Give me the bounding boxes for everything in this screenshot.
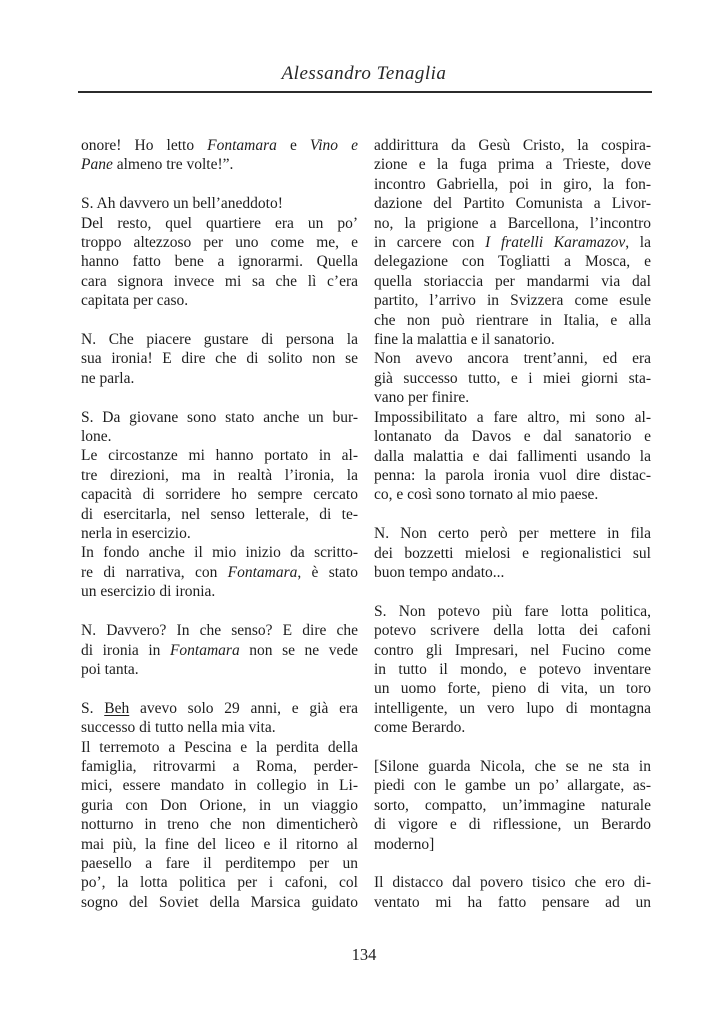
text-segment: sua ironia! E dire che di solito non se	[81, 350, 358, 368]
text-segment: hanno fatto bene a ignorarmi. Quella	[81, 253, 358, 271]
text-line	[81, 214, 358, 233]
text-segment: Del resto, quel quartiere era un po’	[81, 214, 358, 232]
text-line	[81, 873, 358, 892]
text-segment: addirittura da Gesù Cristo, la cospira-	[374, 137, 651, 154]
text-segment: buon tempo andato...	[374, 563, 505, 581]
text-line	[81, 621, 358, 640]
text-line	[374, 602, 651, 621]
text-segment: no, la prigione a Barcellona, l’incontro	[374, 214, 651, 232]
text-segment: guria con Don Orione, in un viaggio	[81, 796, 358, 814]
text-segment: penna: la parola ironia vuol dire distac-	[374, 466, 651, 484]
text-segment: tre direzioni, ma in realtà l’ironia, la	[81, 466, 358, 484]
text-segment: dei bozzetti mielosi e regionalistici sul	[374, 544, 651, 562]
text-segment: paesello a fare il perditempo per un	[81, 854, 358, 872]
text-line	[374, 835, 651, 854]
text-segment: N. Davvero? In che senso? E dire che	[81, 622, 358, 640]
text-segment: un uomo forte, pieno di vita, un toro	[374, 680, 651, 698]
running-header-author: Alessandro Tenaglia	[281, 63, 447, 84]
text-line	[81, 252, 358, 271]
text-segment: N. Non certo però per mettere in fila	[374, 525, 651, 543]
text-segment: Pane	[81, 156, 113, 174]
text-segment: e	[276, 137, 310, 154]
text-segment: Fontamara	[169, 641, 240, 659]
text-line	[81, 194, 358, 213]
paragraph-block	[81, 194, 358, 310]
text-line	[81, 505, 358, 524]
text-segment: di ironia in	[81, 641, 170, 659]
text-line	[374, 815, 651, 834]
text-segment: quella storiaccia per mandarmi via dal	[374, 272, 651, 290]
text-segment: sogno del Soviet della Marsica guidato	[81, 893, 358, 911]
text-segment: un esercizio di ironia.	[81, 583, 216, 601]
text-line	[374, 214, 651, 233]
text-segment: in tutto il mondo, e potevo inventare	[374, 660, 651, 678]
text-line	[374, 621, 651, 640]
text-line	[81, 155, 358, 174]
text-segment: dalla malattia e dai fallimenti usando la	[374, 447, 651, 465]
text-line	[81, 738, 358, 757]
text-line	[81, 718, 358, 737]
text-segment: vano per finire.	[374, 389, 470, 407]
paragraph-block	[374, 757, 651, 854]
paragraph-block	[81, 330, 358, 388]
text-line	[81, 796, 358, 815]
text-line	[374, 330, 651, 349]
text-line	[81, 776, 358, 795]
text-line	[374, 272, 651, 291]
text-segment: ne parla.	[81, 369, 135, 387]
text-segment: , è stato	[297, 563, 358, 581]
text-segment: co, e così sono tornato al mio paese.	[374, 486, 599, 504]
text-segment: fine la malattia e il sanatorio.	[374, 331, 555, 349]
text-segment: non se ne vede	[239, 641, 358, 659]
text-segment: avevo solo 29 anni, e già era	[129, 699, 358, 717]
text-line	[81, 835, 358, 854]
text-line	[81, 291, 358, 310]
text-line	[374, 563, 651, 582]
text-segment: come Berardo.	[374, 719, 466, 737]
paragraph-block	[374, 602, 651, 738]
text-line	[81, 408, 358, 427]
text-segment: potevo scrivere della lotta dei cafoni	[374, 622, 651, 640]
text-line	[81, 330, 358, 349]
text-segment: Impossibilitato a fare altro, mi sono al-	[374, 408, 651, 426]
text-line	[374, 408, 651, 427]
text-segment: notturno in treno che non dimenticherò	[81, 816, 358, 834]
text-line	[374, 893, 651, 912]
text-line	[374, 544, 651, 563]
text-segment: incontro Gabriella, poi in giro, la fon-	[374, 175, 651, 193]
text-line	[81, 699, 358, 718]
text-segment: già successo tutto, e i miei giorni sta-	[374, 369, 651, 387]
text-segment: [Silone guarda Nicola, che se ne sta in	[374, 757, 651, 775]
text-line	[374, 388, 651, 407]
text-segment: delegazione con Togliatti a Mosca, e	[374, 253, 651, 271]
text-line	[374, 466, 651, 485]
text-line	[374, 679, 651, 698]
text-line	[374, 524, 651, 543]
text-segment: N. Che piacere gustare di persona la	[81, 331, 358, 349]
text-segment: piedi con le gambe un po’ allargate, as-	[374, 777, 651, 795]
text-line	[374, 776, 651, 795]
text-line	[81, 563, 358, 582]
text-segment: mici, essere mandato in collegio in Li-	[81, 777, 358, 795]
text-line	[374, 699, 651, 718]
paragraph-block	[81, 136, 358, 175]
text-line	[81, 543, 358, 562]
text-segment: nerla in esercizio.	[81, 525, 191, 543]
text-line	[81, 446, 358, 465]
text-segment: ventato mi ha fatto pensare ad un	[374, 893, 651, 911]
text-line	[81, 466, 358, 485]
text-segment: Il distacco dal povero tisico che ero di-	[374, 874, 651, 892]
text-line	[374, 155, 651, 174]
text-line	[374, 757, 651, 776]
text-line	[374, 447, 651, 466]
text-line	[81, 854, 358, 873]
text-line	[81, 485, 358, 504]
text-line	[81, 582, 358, 601]
text-segment: sorto, compatto, un’immagine naturale	[374, 796, 651, 814]
text-line	[81, 660, 358, 679]
text-segment: troppo altezzoso per uno come me, e	[81, 234, 358, 252]
text-line	[374, 194, 651, 213]
text-segment: capitata per caso.	[81, 292, 189, 310]
text-line	[81, 893, 358, 912]
text-segment: po’, la lotta politica per i cafoni, col	[81, 874, 358, 892]
text-segment: lontanato da Davos e dal sanatorio e	[374, 428, 651, 446]
text-segment: in carcere con	[374, 234, 486, 252]
text-line	[374, 718, 651, 737]
text-line	[81, 524, 358, 543]
text-line	[374, 252, 651, 271]
text-line	[374, 175, 651, 194]
text-segment: successo di tutto nella mia vita.	[81, 719, 276, 737]
paragraph-block	[81, 621, 358, 679]
text-segment: In fondo anche il mio inizio da scritto-	[81, 544, 358, 562]
text-segment: capacità di sorridere ho sempre cercato	[81, 486, 358, 504]
text-segment: lone.	[81, 428, 112, 446]
text-segment: Non avevo ancora trent’anni, ed era	[374, 350, 651, 368]
text-segment: di esercitarla, nel senso letterale, di te-	[81, 505, 358, 523]
text-segment: zione e la fuga prima a Trieste, dove	[374, 156, 651, 174]
text-line	[374, 136, 651, 155]
two-column-text	[81, 136, 651, 912]
text-line	[81, 136, 358, 155]
text-line	[374, 641, 651, 660]
text-line	[374, 369, 651, 388]
header-rule	[78, 91, 652, 93]
text-segment: moderno]	[374, 835, 435, 853]
text-line	[374, 873, 651, 892]
text-segment: S. Ah davvero un bell’aneddoto!	[81, 195, 283, 213]
paragraph-block	[374, 524, 651, 582]
text-line	[81, 641, 358, 660]
text-segment: contro gli Impresari, nel Fucino come	[374, 641, 651, 659]
text-line	[374, 233, 651, 252]
text-line	[374, 291, 651, 310]
paragraph-block	[81, 408, 358, 602]
text-segment: Beh	[104, 699, 130, 717]
text-segment: Fontamara	[227, 563, 298, 581]
text-segment: onore! Ho letto	[81, 137, 208, 154]
paragraph-block	[374, 136, 651, 505]
text-segment: Fontamara	[207, 137, 277, 154]
text-line	[374, 311, 651, 330]
paragraph-block	[81, 699, 358, 912]
text-line	[374, 660, 651, 679]
text-segment: S.	[81, 699, 105, 717]
text-line	[81, 272, 358, 291]
page-number: 134	[351, 945, 377, 964]
text-segment: Vino e	[309, 137, 358, 154]
text-segment: S. Da giovane sono stato anche un bur-	[81, 408, 358, 426]
text-segment: re di narrativa, con	[81, 563, 228, 581]
text-segment: intelligente, un vero lupo di montagna	[374, 699, 651, 717]
text-segment: dazione del Partito Comunista a Livor-	[374, 195, 651, 213]
text-line	[374, 485, 651, 504]
text-segment: di vigore e di riflessione, un Berardo	[374, 816, 651, 834]
text-line	[81, 233, 358, 252]
column-right	[374, 136, 651, 912]
paragraph-block	[374, 873, 651, 912]
column-left	[81, 136, 358, 912]
text-line	[81, 815, 358, 834]
text-segment: S. Non potevo più fare lotta politica,	[374, 602, 651, 620]
text-segment: almeno tre volte!”.	[112, 156, 234, 174]
text-segment: che non può rientrare in Italia, e alla	[374, 311, 651, 329]
text-line	[81, 369, 358, 388]
text-segment: poi tanta.	[81, 660, 139, 678]
text-line	[374, 796, 651, 815]
text-line	[81, 757, 358, 776]
text-segment: I fratelli Karamazov	[485, 234, 626, 252]
text-segment: , la	[625, 234, 651, 252]
text-segment: famiglia, ritrovarmi a Roma, perder-	[81, 757, 358, 775]
text-line	[81, 349, 358, 368]
text-segment: Le circostanze mi hanno portato in al-	[81, 447, 358, 465]
text-segment: cara signora invece mi sa che lì c’era	[81, 272, 358, 290]
text-line	[374, 349, 651, 368]
text-line	[81, 427, 358, 446]
text-segment: Il terremoto a Pescina e la perdita della	[81, 738, 358, 756]
text-line	[374, 427, 651, 446]
text-segment: mai più, la fine del liceo e il ritorno al	[81, 835, 358, 853]
text-segment: partito, l’arrivo in Svizzera come esule	[374, 292, 651, 310]
